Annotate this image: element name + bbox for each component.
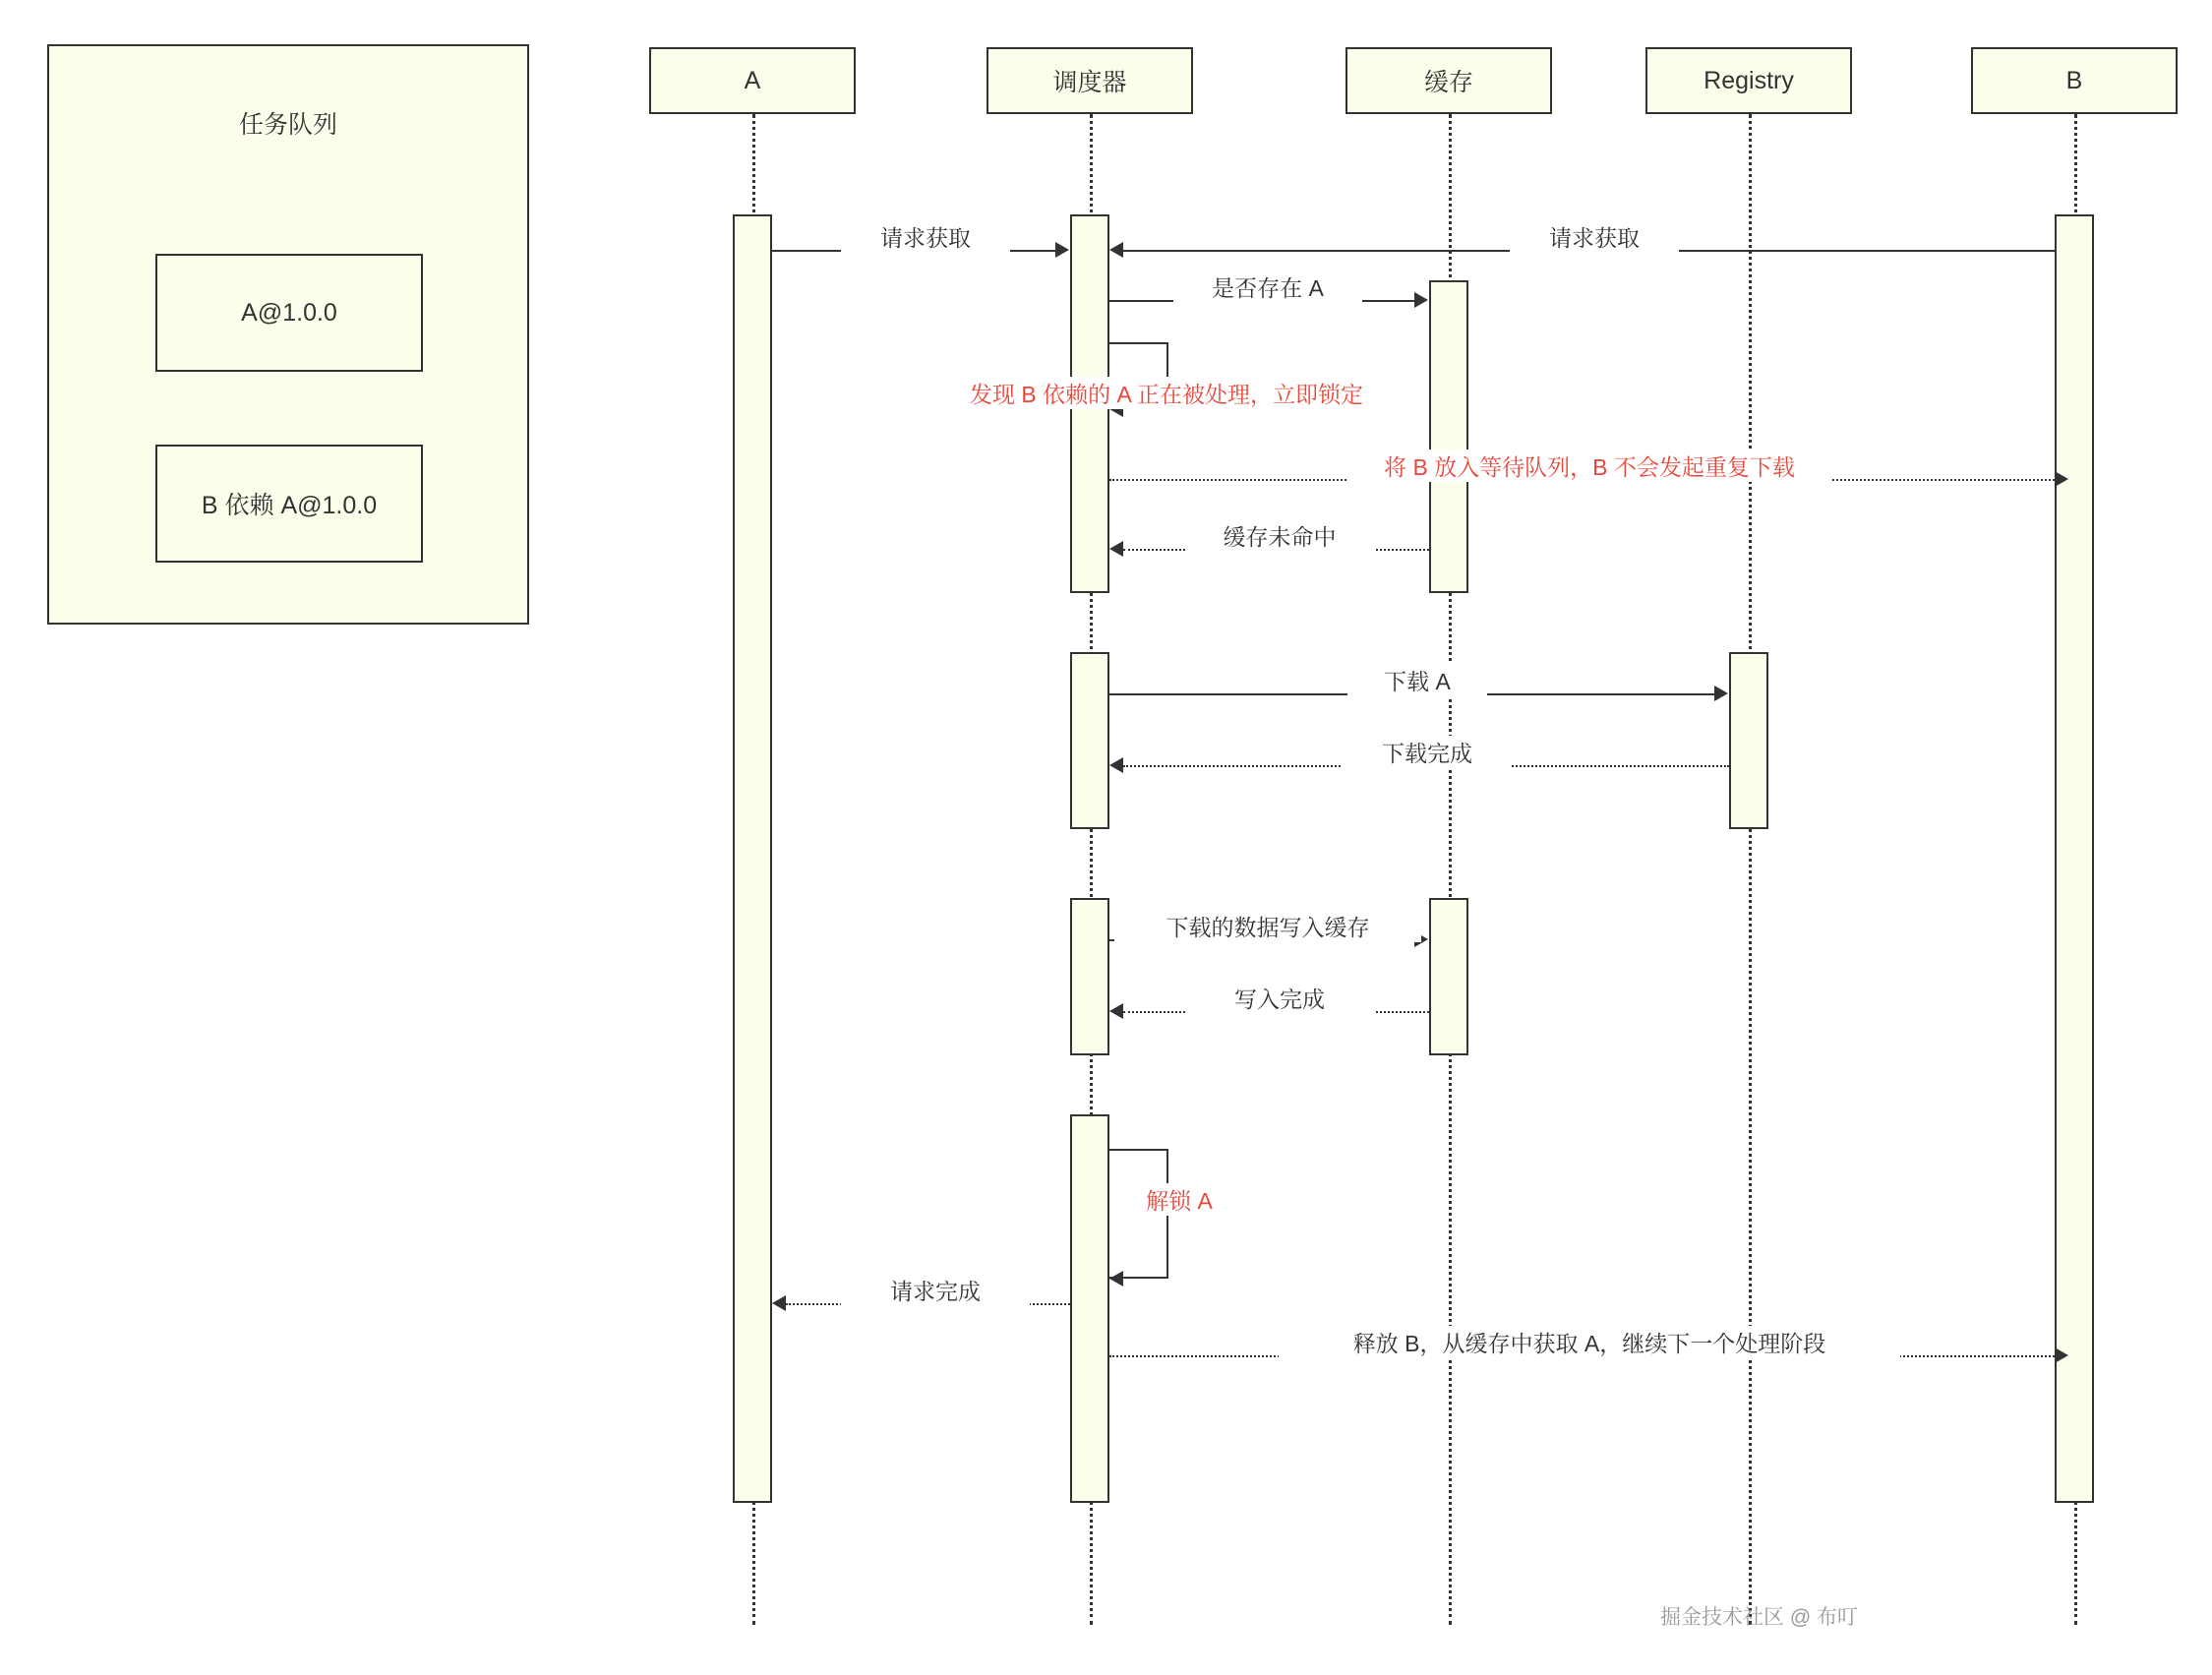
arrow-icon [1714,686,1728,701]
message-label-download: 下载 A [1347,664,1487,696]
arrow-icon [1109,1003,1123,1019]
message-label-write-cache: 下载的数据写入缓存 [1114,910,1421,942]
message-label-download-done: 下载完成 [1343,736,1512,768]
task-queue-item: B 依赖 A@1.0.0 [155,445,423,563]
message-label-cache-miss: 缓存未命中 [1185,519,1374,552]
arrow-icon [2055,1347,2068,1363]
message-label-release-b: 释放 B，从缓存中获取 A，继续下一个处理阶段 [1279,1326,1900,1358]
message-label-request-b: 请求获取 [1510,220,1679,253]
task-queue-title: 任务队列 [238,111,337,139]
watermark: 掘金技术社区 @ 布叮 [1660,1606,1858,1629]
activation-cache-1 [1429,280,1468,593]
participant-a: A [649,47,856,114]
message-label-request-done: 请求完成 [841,1274,1030,1306]
arrow-icon [1109,1271,1123,1286]
participant-scheduler: 调度器 [986,47,1193,114]
lifeline-registry [1749,114,1752,1625]
message-label-wait-queue: 将 B 放入等待队列，B 不会发起重复下载 [1347,449,1831,482]
participant-registry: Registry [1645,47,1852,114]
message-label-write-done: 写入完成 [1185,982,1374,1014]
arrow-icon [1055,242,1069,258]
participant-cache: 缓存 [1345,47,1552,114]
arrow-icon [2055,471,2068,487]
arrow-icon [1414,292,1428,308]
arrow-icon [1109,541,1123,557]
activation-a [733,214,772,1503]
arrow-icon [1109,757,1123,773]
arrow-icon [772,1295,786,1311]
activation-scheduler-2 [1070,652,1109,829]
activation-registry [1729,652,1768,829]
activation-cache-2 [1429,898,1468,1055]
message-label-unlock: 解锁 A [1109,1183,1249,1216]
message-label-lock: 发现 B 依赖的 A 正在被处理，立即锁定 [929,377,1404,409]
task-queue-item: A@1.0.0 [155,254,423,372]
activation-scheduler-3 [1070,898,1109,1055]
participant-b: B [1971,47,2178,114]
activation-b [2055,214,2094,1503]
message-label-request-a: 请求获取 [841,220,1010,253]
arrow-icon [1109,242,1123,258]
message-label-cache-query: 是否存在 A [1173,270,1362,303]
activation-scheduler-4 [1070,1114,1109,1503]
